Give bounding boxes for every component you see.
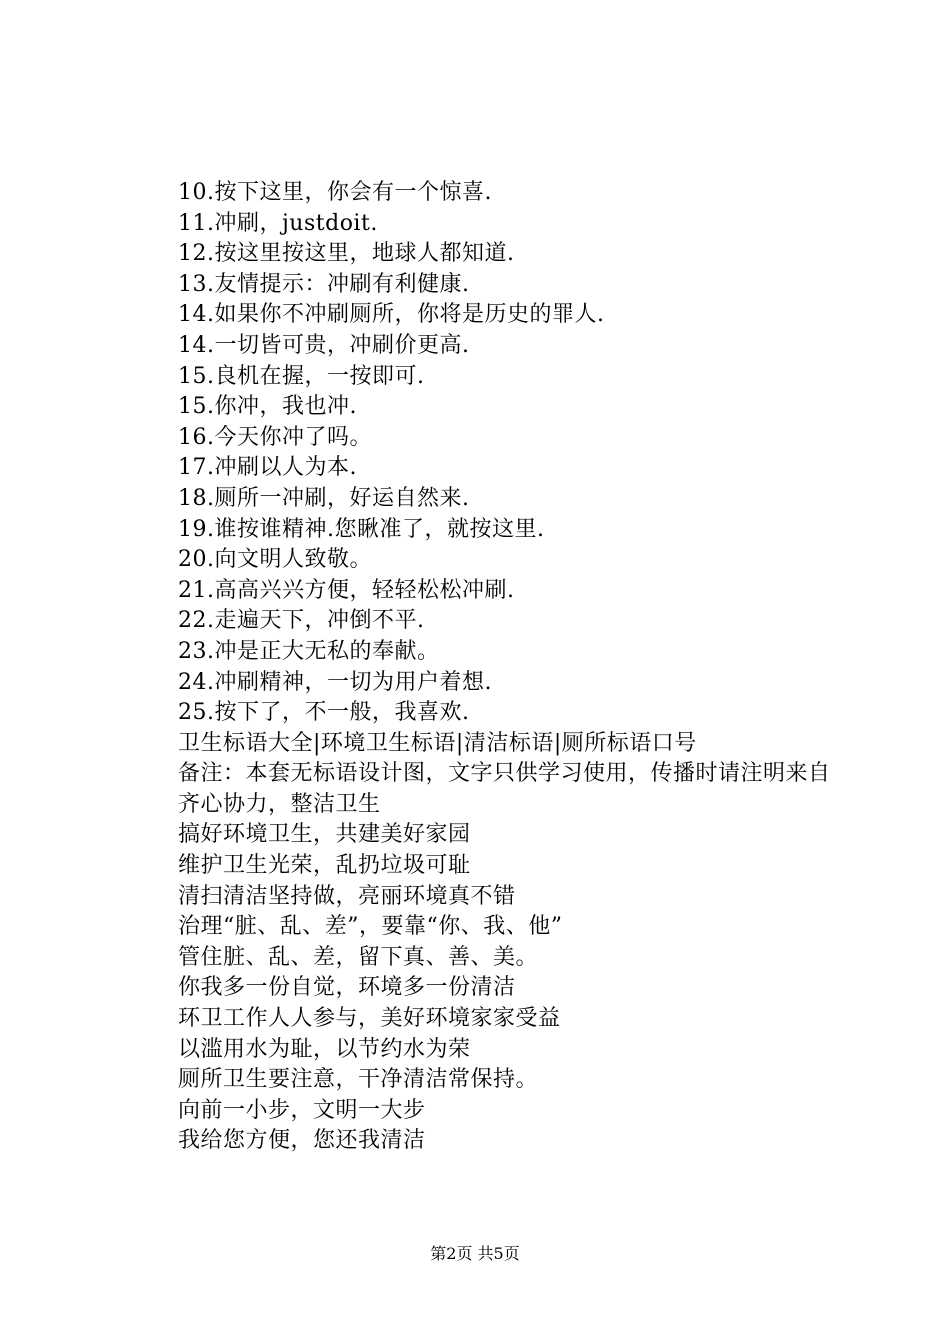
list-item: 18.厕所一冲刷，好运自然来. — [178, 485, 470, 511]
list-item: 11.冲刷，justdoit. — [178, 210, 378, 236]
list-item: 21.高高兴兴方便，轻轻松松冲刷. — [178, 577, 515, 603]
hygiene-slogan-list — [130, 790, 835, 1157]
list-item: 管住脏、乱、差，留下真、善、美。 — [178, 944, 539, 970]
page-footer: 第2页 共5页 — [430, 1244, 520, 1263]
list-item: 环卫工作人人参与，美好环境家家受益 — [178, 1006, 561, 1032]
category-line: 卫生标语大全|环境卫生标语|清洁标语|厕所标语口号 — [178, 730, 697, 756]
list-item: 10.按下这里，你会有一个惊喜. — [178, 180, 492, 205]
list-item: 我给您方便，您还我清洁 — [178, 1128, 426, 1154]
list-item: 25.按下了，不一般，我喜欢. — [178, 700, 470, 726]
list-item: 搞好环境卫生，共建美好家园 — [178, 822, 471, 848]
list-item: 向前一小步，文明一大步 — [178, 1097, 426, 1123]
list-item: 清扫清洁坚持做，亮丽环境真不错 — [178, 883, 516, 909]
list-item: 15.你冲，我也冲. — [178, 394, 357, 420]
list-item: 以滥用水为耻，以节约水为荣 — [178, 1036, 471, 1062]
list-item: 14.如果你不冲刷厕所，你将是历史的罪人. — [178, 302, 605, 328]
numbered-slogan-list — [130, 178, 835, 729]
page-body — [130, 178, 835, 1157]
list-item: 15.良机在握，一按即可. — [178, 363, 425, 389]
list-item: 维护卫生光荣，乱扔垃圾可耻 — [178, 853, 471, 879]
list-item: 治理“脏、乱、差”，要靠“你、我、他” — [178, 914, 563, 940]
list-item: 齐心协力，整洁卫生 — [178, 791, 381, 817]
list-item: 20.向文明人致敬。 — [178, 547, 372, 573]
list-item: 13.友情提示：冲刷有利健康. — [178, 271, 470, 297]
list-item: 19.谁按谁精神.您瞅准了，就按这里. — [178, 516, 545, 542]
list-item: 14.一切皆可贵，冲刷价更高. — [178, 332, 470, 358]
list-item: 24.冲刷精神，一切为用户着想. — [178, 669, 492, 695]
list-item: 23.冲是正大无私的奉献。 — [178, 638, 440, 664]
list-item: 你我多一份自觉，环境多一份清洁 — [178, 975, 516, 1001]
list-item: 22.走遍天下，冲倒不平. — [178, 608, 425, 634]
list-item: 16.今天你冲了吗。 — [178, 424, 372, 450]
list-item: 17.冲刷以人为本. — [178, 455, 357, 481]
list-item: 12.按这里按这里，地球人都知道. — [178, 241, 515, 267]
list-item: 厕所卫生要注意，干净清洁常保持。 — [178, 1067, 539, 1093]
note-paragraph: 备注：本套无标语设计图，文字只供学习使用，传播时请注明来自 — [178, 761, 831, 787]
